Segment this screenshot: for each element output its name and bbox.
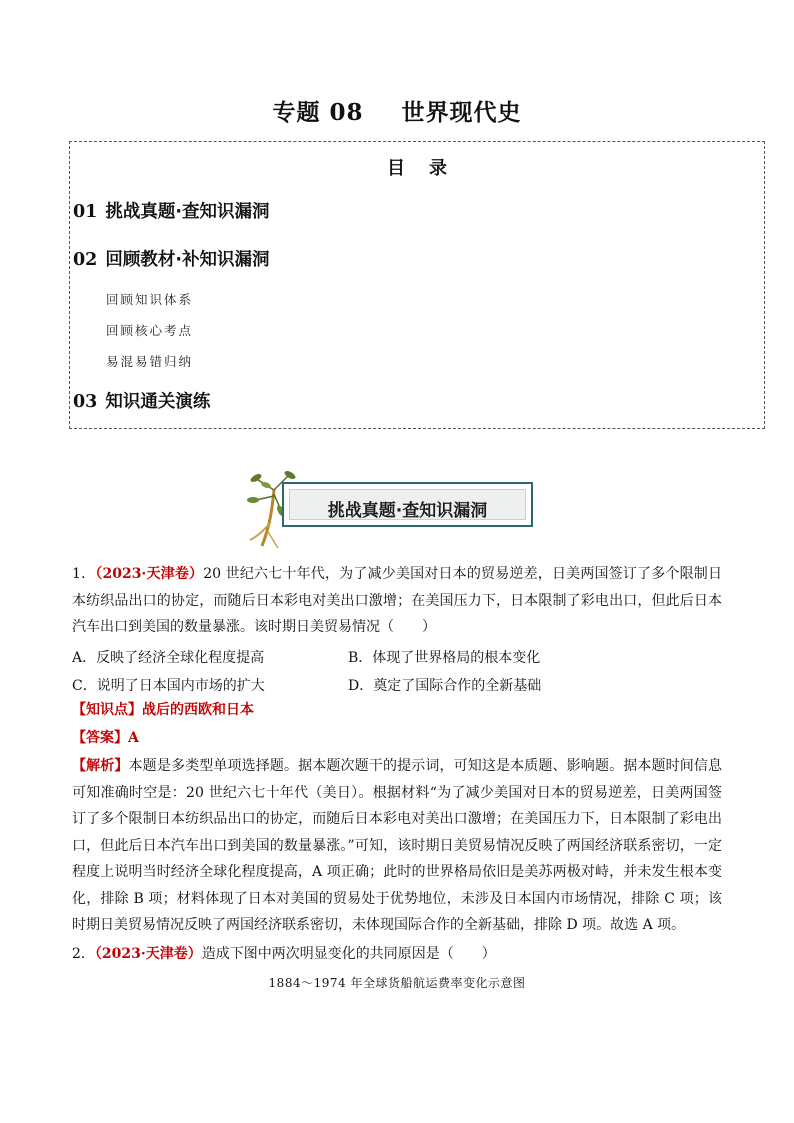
toc-item-01[interactable] [73,198,270,223]
toc-item-number: 02 [73,250,98,270]
question-2-stem [72,941,722,968]
toc-item-label: 知识通关演练 [105,392,211,412]
option-c[interactable]: C．说明了日本国内市场的扩大 [72,678,265,694]
toc-heading [70,154,764,180]
question-source: （2023·天津卷） [95,566,204,582]
analysis-label: 【解析】 [72,758,129,774]
toc-item-number: 03 [73,392,98,412]
question-number: 2． [72,946,95,962]
question-text: 造成下图中两次明显变化的共同原因是（ ） [201,946,496,962]
answer-label: 【答案】 [72,730,128,746]
knowledge-value: 战后的西欧和日本 [142,702,254,718]
table-of-contents [69,141,765,429]
answer-value: A [128,730,139,746]
title-topic-name: 世界现代史 [401,99,522,126]
option-a[interactable]: A．反映了经济全球化程度提高 [72,650,265,666]
toc-subitem-knowledge-system[interactable]: 回顾知识体系 [106,292,194,307]
page-title [0,94,794,127]
analysis [72,753,722,939]
option-d[interactable]: D．奠定了国际合作的全新基础 [348,678,542,694]
figure-caption: 1884～1974 年全球货船航运费率变化示意图 [268,976,526,990]
question-1-stem [72,561,722,641]
toc-subitem-common-errors[interactable]: 易混易错归纳 [106,354,194,369]
banner-frame [282,482,533,527]
toc-item-label: 挑战真题·查知识漏洞 [105,202,270,222]
answer [72,725,722,752]
toc-heading-char-1: 目 [387,158,405,179]
toc-item-03[interactable] [73,388,210,413]
option-b[interactable]: B．体现了世界格局的根本变化 [348,650,541,666]
toc-item-label: 回顾教材·补知识漏洞 [105,250,270,270]
toc-subitem-core-points[interactable]: 回顾核心考点 [106,323,194,338]
analysis-text: 本题是多类型单项选择题。据本题次题干的提示词，可知这是本质题、影响题。据本题时间信息可知准确时空是：20 世纪六七十年代（美日）。根据材料“为了减少美国对日本的贸易逆差，日美两国签订了多个限制日本纺织品出口的协定，而随后日本彩电对美出口激增；在美国压力下，日本限制了彩电出口，但此后日本汽车出口到美国的数量暴涨。”可知，该时期日美贸易情况反映了两国经济联系密切，一定程度上说明当时经济全球化程度提高，A 项正确；此时的世界格局依旧是美苏两极对峙，并未发生根本变化，排除 B 项；材料体现了日本对美国的贸易处于优势地位，未涉及日本国内市场情况，排除 C 项；该时期日美贸易情况反映了两国经济联系密切，未体现国际合作的全新基础，排除 D 项。故选 A 项。 [72,758,723,933]
toc-item-02[interactable] [73,246,270,271]
knowledge-label: 【知识点】 [72,702,142,718]
question-text: 20 世纪六七十年代，为了减少美国对日本的贸易逆差，日美两国签订了多个限制日本纺织品出口的协定，而随后日本彩电对美出口激增；在美国压力下，日本限制了彩电出口，但此后日本汽车出口到美国的数量暴涨。该时期日美贸易情况（ ） [72,566,722,635]
banner-title: 挑战真题·查知识漏洞 [327,501,488,521]
knowledge-point [72,697,722,724]
section-banner [244,470,544,550]
question-source: （2023·天津卷） [94,946,202,962]
banner-inner-panel [289,489,526,520]
question-number: 1． [72,566,96,582]
toc-heading-char-2: 录 [429,158,447,179]
title-topic-number: 专题 08 [272,99,364,126]
toc-item-number: 01 [73,202,98,222]
